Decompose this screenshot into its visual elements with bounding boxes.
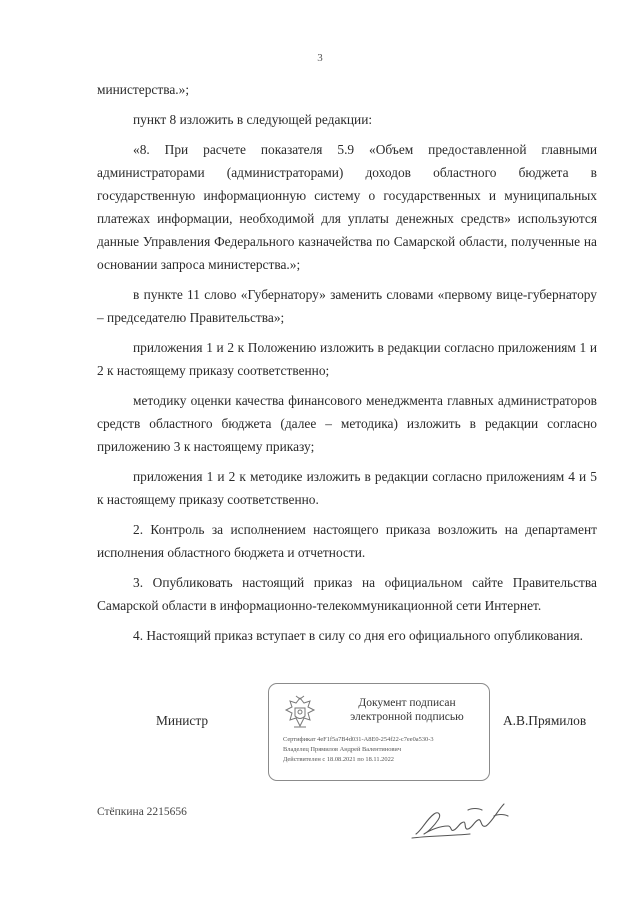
signer-name: А.В.Прямилов — [503, 713, 587, 728]
stamp-title-line-1: Документ подписан — [358, 697, 456, 709]
handwritten-signature-icon — [408, 800, 516, 842]
paragraph-point-8-intro: пункт 8 изложить в следующей редакции: — [133, 112, 373, 127]
coat-of-arms-icon — [283, 694, 317, 732]
page-number: 3 — [317, 52, 323, 64]
paragraph-item-3: 3. Опубликовать настоящий приказ на официальном сайте Правительства Самарской области в информационно-телекоммуникационной сети Интернет. — [97, 575, 597, 613]
signer-title: Министр — [156, 713, 209, 728]
paragraph-methodology-appendices: приложения 1 и 2 к методике изложить в редакции согласно приложениям 4 и 5 к настоящему приказу соответственно. — [97, 469, 597, 507]
paragraph-appendices-1-2: приложения 1 и 2 к Положению изложить в редакции согласно приложениям 1 и 2 к настоящему приказу соответственно; — [97, 340, 597, 378]
stamp-title — [327, 696, 487, 724]
stamp-title-line-2: электронной подписью — [350, 711, 464, 723]
paragraph-point-8-text: «8. При расчете показателя 5.9 «Объем предоставленной главными администраторами (администраторами) доходов областного бюджета в государственную информационную систему о государственных и муниципальных платежах информации, необходимой для уплаты денежных средств» используются данные Управления Федерального казначейства по Самарской области, полученные на основании запроса министерства.»; — [97, 142, 597, 272]
paragraph-continuation: министерства.»; — [97, 82, 190, 97]
stamp-validity: Действителен с 18.08.2021 по 18.11.2022 — [283, 756, 394, 763]
paragraph-item-4: 4. Настоящий приказ вступает в силу со дня его официального опубликования. — [133, 628, 583, 643]
stamp-owner: Владелец Прямилов Андрей Валентинович — [283, 746, 402, 753]
stamp-certificate: Сертификат 4eF1f5a7B4d031-A8E0-254f22-c7ee0a530-3 — [283, 736, 434, 743]
electronic-signature-stamp — [268, 683, 490, 781]
document-body — [97, 78, 597, 654]
stamp-details — [283, 735, 483, 765]
paragraph-methodology: методику оценки качества финансового менеджмента главных администраторов средств областного бюджета (далее – методика) изложить в редакции согласно приложению 3 к настоящему приказу; — [97, 393, 597, 454]
paragraph-item-2: 2. Контроль за исполнением настоящего приказа возложить на департамент исполнения областного бюджета и отчетности. — [97, 522, 597, 560]
executor-contact: Стёпкина 2215656 — [97, 806, 187, 818]
paragraph-point-11: в пункте 11 слово «Губернатору» заменить словами «первому вице-губернатору – председателю Правительства»; — [97, 287, 597, 325]
